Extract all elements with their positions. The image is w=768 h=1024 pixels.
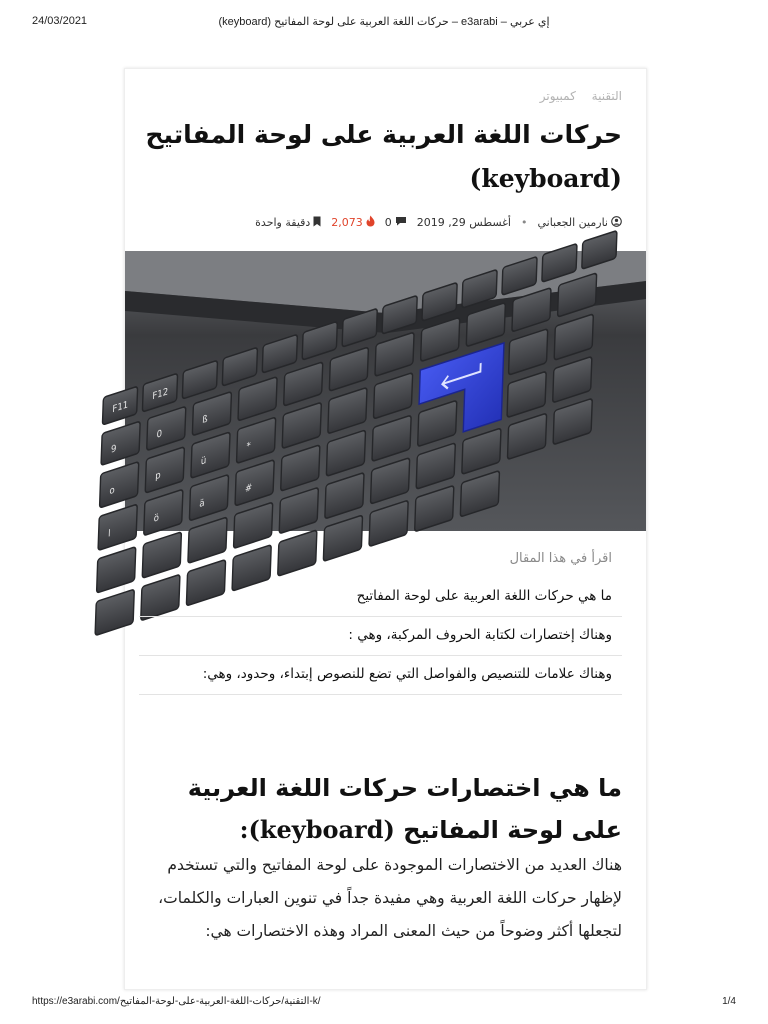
toc-item[interactable]: وهناك إختصارات لكتابة الحروف المركبة، وهي : [139,617,622,656]
svg-text:0: 0 [156,427,163,442]
toc-item[interactable]: ما هي حركات اللغة العربية على لوحة المفاتيح [139,578,622,617]
category-link-computer[interactable]: كمبيوتر [539,89,576,103]
svg-text:F12: F12 [152,385,169,403]
table-of-contents [139,551,622,695]
page-number: 1/4 [722,996,736,1007]
svg-text:p: p [154,469,161,483]
view-count: 2,073 [331,216,363,229]
svg-text:o: o [109,484,115,498]
category-list [139,89,622,103]
author-name[interactable]: نارمين الجعباني [537,216,608,229]
section-heading-arabic: ما هي اختصارات حركات اللغة العربية على لوحة المفاتيح [187,773,622,844]
bookmark-icon [313,216,321,230]
print-header [0,0,768,30]
section-heading [139,767,622,851]
date-meta [417,216,511,229]
comments-meta[interactable] [385,216,407,229]
category-link-tech[interactable]: التقنية [591,89,622,103]
svg-text:ß: ß [202,413,208,427]
hero-image [107,251,646,540]
svg-text:9: 9 [110,442,117,456]
article-paragraph: هناك العديد من الاختصارات الموجودة على لوحة المفاتيح والتي تستخدم لإظهار حركات اللغة العربية وهي مفيدة جداً في تنوين العبارات والكلمات، لتجعلها أكثر وضوحاً من حيث المعنى المراد وهذه الاختصارات هي: [158,855,622,940]
post-date: أغسطس 29, 2019 [416,216,511,229]
print-footer [0,994,768,1024]
print-date: 24/03/2021 [32,15,88,27]
svg-text:l: l [107,527,111,540]
read-time: دقيقة واحدة [255,216,311,229]
print-url: https://e3arabi.com/التقنية/حركات-اللغة-العربية-على-لوحة-المفاتيح-k/ [32,996,321,1007]
views-meta [331,215,375,230]
user-circle-icon [611,216,622,230]
svg-text:ö: ö [153,512,160,526]
svg-text:ü: ü [200,454,207,468]
print-doc-title: (keyboard) حركات اللغة العربية على لوحة المفاتيح – e3arabi – إي عربي [218,16,550,28]
svg-text:*: * [246,440,251,453]
toc-title: اقرأ في هذا المقال [509,551,612,566]
svg-text:F11: F11 [112,398,129,416]
article-card [107,68,647,990]
toc-item[interactable]: وهناك علامات للتنصيص والفواصل التي تضع للنصوص إبتداء، وحدود، وهي: [139,656,622,695]
svg-text:ä: ä [199,497,205,511]
comment-count[interactable]: 0 [384,216,392,229]
svg-text:#: # [244,481,253,496]
flame-icon [366,215,375,230]
comment-icon [395,216,407,229]
article-title [139,113,622,201]
meta-separator: • [520,216,528,229]
article-title-arabic: حركات اللغة العربية على لوحة المفاتيح [145,120,622,149]
author-meta[interactable] [537,216,622,230]
section-heading-latin: (keyboard): [239,814,395,844]
article-meta [139,215,622,230]
read-time-meta [255,216,321,230]
article-title-latin: (keyboard) [469,164,622,193]
